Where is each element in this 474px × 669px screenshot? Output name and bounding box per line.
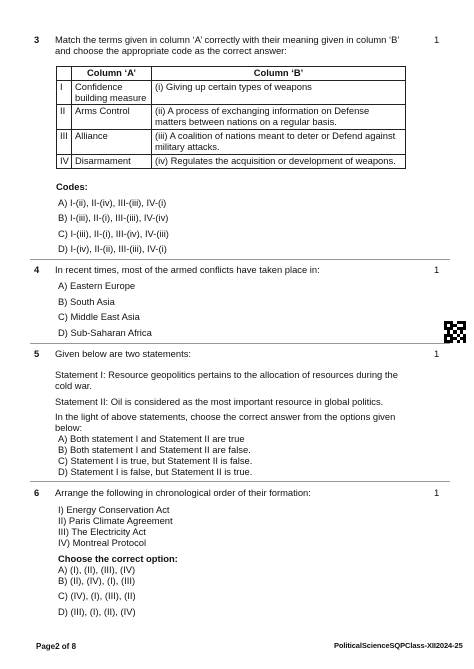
question-6-option-a: A) (I), (II), (III), (IV) [58, 564, 136, 575]
question-5-option-b: B) Both statement I and Statement II are false. [58, 444, 251, 455]
question-4-option-c: C) Middle East Asia [58, 311, 140, 322]
column-b-cell: (iv) Regulates the acquisition or development of weapons. [152, 154, 406, 168]
question-6-option-d: D) (III), (I), (II), (IV) [58, 606, 136, 617]
question-4-number: 4 [34, 264, 40, 275]
match-table-header-num [57, 67, 72, 81]
question-5-instruction-line1: In the light of above statements, choose the correct answer from the options given [55, 411, 396, 422]
column-b-cell: (iii) A coalition of nations meant to deter or Defend against military attacks. [152, 130, 406, 155]
row-number: I [57, 80, 72, 105]
statement-2: Statement II: Oil is considered as the most important resource in global politics. [55, 396, 384, 407]
column-b-cell: (ii) A process of exchanging information on Defense matters between nations on a regular basis. [152, 105, 406, 130]
question-6-text: Arrange the following in chronological order of their formation: [55, 487, 311, 498]
event-item: I) Energy Conservation Act [58, 504, 170, 515]
question-3-option-a: A) I-(ii), II-(iv), III-(iii), IV-(i) [58, 197, 167, 208]
row-number: IV [57, 154, 72, 168]
event-item: II) Paris Climate Agreement [58, 515, 173, 526]
question-3-number: 3 [34, 34, 40, 45]
question-3-option-b: B) I-(iii), II-(i), III-(iii), IV-(iv) [58, 212, 169, 223]
question-5-option-a: A) Both statement I and Statement II are true [58, 433, 245, 444]
document-code: PoliticalScienceSQPClass-XII2024-25 [334, 641, 463, 650]
question-5-text: Given below are two statements: [55, 348, 192, 359]
question-4-marks: 1 [434, 264, 440, 275]
column-b-cell: (i) Giving up certain types of weapons [152, 80, 406, 105]
separator [30, 481, 450, 482]
table-row [57, 130, 406, 155]
match-table-header-a: Column ‘A’ [72, 67, 152, 81]
question-6-option-c: C) (IV), (I), (III), (II) [58, 590, 136, 601]
codes-label: Codes: [56, 181, 88, 192]
separator [30, 259, 450, 260]
match-table [56, 66, 406, 169]
match-table-header-b: Column ‘B’ [152, 67, 406, 81]
column-a-cell: Disarmament [72, 154, 152, 168]
table-row [57, 80, 406, 105]
question-5-instruction-line2: below: [55, 422, 83, 434]
column-a-cell: Alliance [72, 130, 152, 155]
question-3-marks: 1 [434, 34, 440, 45]
question-5-option-d: D) Statement I is false, but Statement II is true. [58, 466, 253, 477]
statement-1-line2: cold war. [55, 380, 92, 392]
question-3-option-c: C) I-(iii), II-(i), III-(iv), IV-(iii) [58, 228, 169, 239]
page-number: Page2 of 8 [36, 642, 77, 651]
table-row [57, 154, 406, 168]
question-3-text-line2: and choose the appropriate code as the correct answer: [55, 45, 287, 57]
question-3-text-line1: Match the terms given in column ‘A’ correctly with their meaning given in column ‘B’ [55, 34, 400, 45]
statement-1 [55, 369, 398, 391]
question-4-text: In recent times, most of the armed conflicts have taken place in: [55, 264, 320, 275]
question-6-marks: 1 [434, 487, 440, 498]
event-item: IV) Montreal Protocol [58, 537, 147, 548]
question-5-option-c: C) Statement I is true, but Statement II is false. [58, 455, 253, 466]
separator [30, 343, 450, 344]
event-item: III) The Electricity Act [58, 526, 146, 537]
choose-option-label: Choose the correct option: [58, 553, 178, 564]
question-5-marks: 1 [434, 348, 440, 359]
qr-code-icon [444, 321, 466, 343]
row-number: II [57, 105, 72, 130]
table-row [57, 105, 406, 130]
column-a-cell: Arms Control [72, 105, 152, 130]
question-5-number: 5 [34, 348, 40, 359]
question-3-option-d: D) I-(iv), II-(ii), III-(iii), IV-(i) [58, 243, 167, 254]
question-4-option-b: B) South Asia [58, 296, 115, 307]
match-table-header-row [57, 67, 406, 81]
question-5-instruction [55, 411, 395, 433]
row-number: III [57, 130, 72, 155]
question-3-text [55, 34, 425, 56]
question-4-option-d: D) Sub-Saharan Africa [58, 327, 152, 338]
question-6-option-b: B) (II), (IV), (I), (III) [58, 575, 136, 586]
question-4-option-a: A) Eastern Europe [58, 280, 136, 291]
statement-1-line1: Statement I: Resource geopolitics pertains to the allocation of resources during the [55, 369, 398, 380]
question-6-number: 6 [34, 487, 40, 498]
column-a-cell: Confidence building measure [72, 80, 152, 105]
